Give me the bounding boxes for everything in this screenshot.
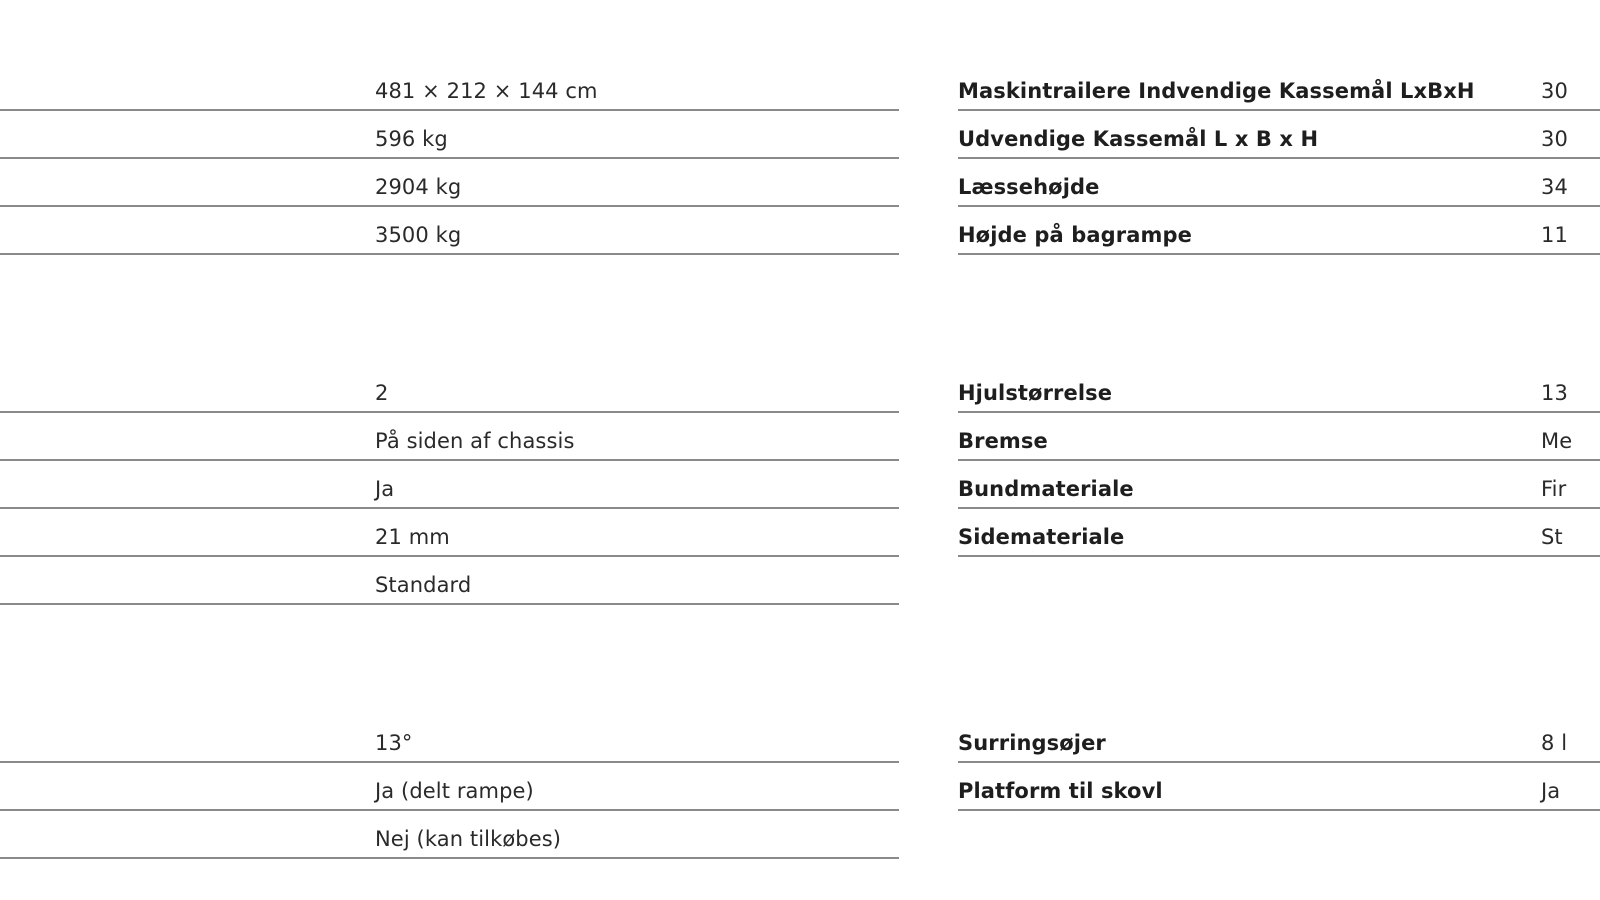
spec-table-equipment-left: [0, 715, 899, 859]
spec-row: [0, 63, 899, 111]
spec-row: [0, 509, 899, 557]
spec-value: Ja: [375, 477, 395, 501]
spec-value: 34: [1541, 175, 1568, 199]
spec-value: 13°: [375, 731, 413, 755]
spec-value: 2904 kg: [375, 175, 462, 199]
spec-value: På siden af chassis: [375, 429, 575, 453]
spec-row: [0, 557, 899, 605]
spec-value: 13: [1541, 381, 1568, 405]
spec-row: [0, 365, 899, 413]
spec-value: Ja: [1541, 779, 1561, 803]
spec-table-equipment-right: [958, 715, 1600, 811]
spec-value: 481 × 212 × 144 cm: [375, 79, 598, 103]
spec-row: [0, 111, 899, 159]
spec-row: [0, 207, 899, 255]
spec-value: 30: [1541, 127, 1568, 151]
spec-value: 8 l: [1541, 731, 1568, 755]
spec-label: Sidemateriale: [958, 525, 1125, 549]
spec-label: Bundmateriale: [958, 477, 1134, 501]
spec-label: Surringsøjer: [958, 731, 1106, 755]
spec-table-dimensions-right: [958, 63, 1600, 255]
spec-value: 21 mm: [375, 525, 450, 549]
spec-label: Maskintrailere Indvendige Kassemål LxBxH: [958, 79, 1475, 103]
spec-row: [958, 159, 1600, 207]
spec-row: [958, 509, 1600, 557]
spec-value: 3500 kg: [375, 223, 462, 247]
spec-row: [0, 159, 899, 207]
spec-row: [958, 111, 1600, 159]
spec-value: 30: [1541, 79, 1568, 103]
spec-label: Læssehøjde: [958, 175, 1100, 199]
spec-row: [0, 715, 899, 763]
spec-row: [958, 365, 1600, 413]
spec-row: [958, 763, 1600, 811]
spec-row: [958, 207, 1600, 255]
spec-row: [0, 461, 899, 509]
spec-label: Bremse: [958, 429, 1048, 453]
spec-label: Hjulstørrelse: [958, 381, 1113, 405]
spec-row: [0, 413, 899, 461]
spec-value: Ja (delt rampe): [375, 779, 534, 803]
spec-value: Nej (kan tilkøbes): [375, 827, 562, 851]
spec-label: Platform til skovl: [958, 779, 1163, 803]
spec-table-chassis-left: [0, 365, 899, 605]
spec-row: [0, 763, 899, 811]
spec-row: [958, 461, 1600, 509]
spec-value: 2: [375, 381, 389, 405]
spec-value: Me: [1541, 429, 1573, 453]
spec-row: [958, 63, 1600, 111]
spec-label: Højde på bagrampe: [958, 223, 1192, 247]
spec-value: Fir: [1541, 477, 1567, 501]
spec-label: Udvendige Kassemål L x B x H: [958, 127, 1319, 151]
spec-value: Standard: [375, 573, 472, 597]
spec-value: St: [1541, 525, 1563, 549]
spec-row: [958, 413, 1600, 461]
spec-value: 11: [1541, 223, 1568, 247]
spec-row: [958, 715, 1600, 763]
spec-table-chassis-right: [958, 365, 1600, 557]
spec-table-dimensions-left: [0, 63, 899, 255]
spec-row: [0, 811, 899, 859]
spec-value: 596 kg: [375, 127, 448, 151]
